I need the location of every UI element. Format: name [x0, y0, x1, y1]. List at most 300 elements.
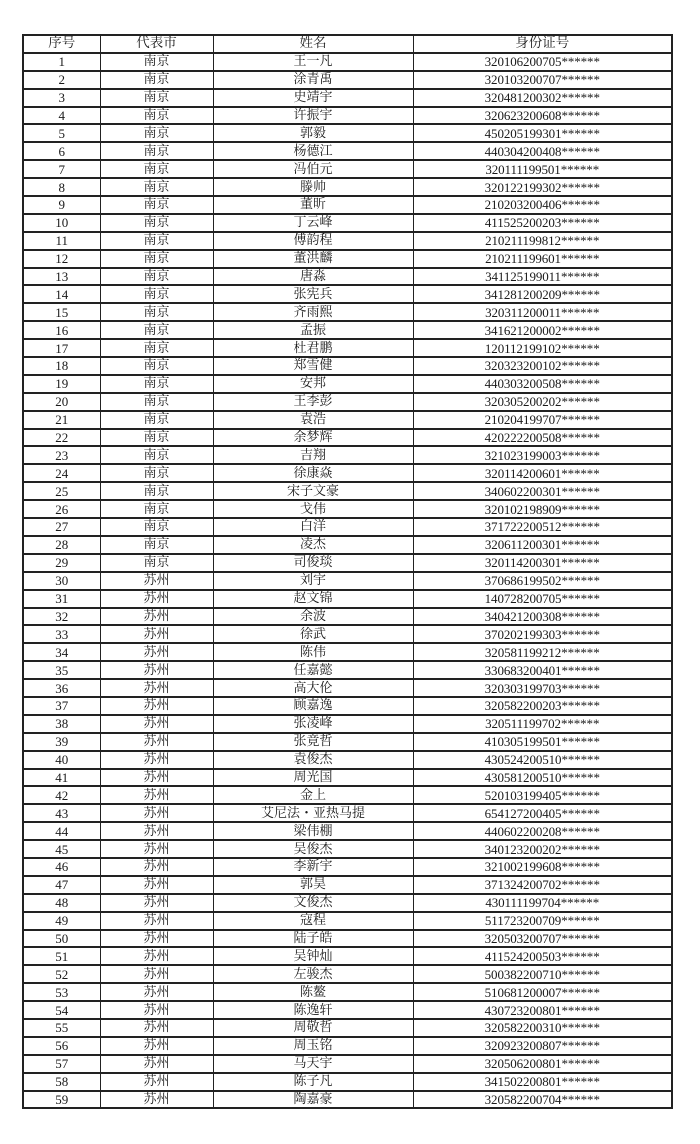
cell-name: 周光国: [213, 769, 413, 787]
cell-id-number: 320481200302******: [413, 89, 672, 107]
cell-city: 南京: [100, 124, 213, 142]
cell-id-number: 440304200408******: [413, 142, 672, 160]
cell-serial-number: 21: [23, 411, 100, 429]
cell-city: 苏州: [100, 697, 213, 715]
table-row: [23, 160, 672, 178]
table-row: [23, 769, 672, 787]
cell-serial-number: 7: [23, 160, 100, 178]
cell-city: 南京: [100, 214, 213, 232]
cell-serial-number: 31: [23, 590, 100, 608]
cell-serial-number: 44: [23, 822, 100, 840]
cell-serial-number: 36: [23, 679, 100, 697]
table-row: [23, 339, 672, 357]
cell-name: 陆子皓: [213, 930, 413, 948]
cell-serial-number: 48: [23, 894, 100, 912]
cell-name: 陈逸轩: [213, 1001, 413, 1019]
cell-city: 苏州: [100, 572, 213, 590]
header-id-number: 身份证号: [413, 35, 672, 53]
cell-id-number: 341281200209******: [413, 285, 672, 303]
cell-serial-number: 54: [23, 1001, 100, 1019]
cell-city: 南京: [100, 446, 213, 464]
table-row: [23, 1037, 672, 1055]
cell-serial-number: 38: [23, 715, 100, 733]
table-row: [23, 429, 672, 447]
cell-city: 南京: [100, 339, 213, 357]
table-row: [23, 268, 672, 286]
cell-name: 寇程: [213, 912, 413, 930]
cell-serial-number: 1: [23, 53, 100, 71]
cell-serial-number: 42: [23, 786, 100, 804]
cell-city: 南京: [100, 536, 213, 554]
cell-id-number: 320582200203******: [413, 697, 672, 715]
cell-serial-number: 58: [23, 1073, 100, 1091]
cell-serial-number: 55: [23, 1019, 100, 1037]
cell-name: 陶嘉豪: [213, 1091, 413, 1109]
table-row: [23, 590, 672, 608]
cell-id-number: 320511199702******: [413, 715, 672, 733]
cell-id-number: 210211199601******: [413, 250, 672, 268]
table-row: [23, 1073, 672, 1091]
cell-serial-number: 53: [23, 983, 100, 1001]
cell-id-number: 320923200807******: [413, 1037, 672, 1055]
cell-name: 吴钟灿: [213, 947, 413, 965]
cell-serial-number: 32: [23, 608, 100, 626]
table-row: [23, 250, 672, 268]
cell-serial-number: 19: [23, 375, 100, 393]
cell-city: 苏州: [100, 930, 213, 948]
cell-city: 南京: [100, 429, 213, 447]
cell-city: 南京: [100, 321, 213, 339]
cell-id-number: 320581199212******: [413, 643, 672, 661]
cell-id-number: 370686199502******: [413, 572, 672, 590]
table-row: [23, 661, 672, 679]
cell-name: 董昕: [213, 196, 413, 214]
cell-name: 文俊杰: [213, 894, 413, 912]
roster-body: [23, 53, 672, 1109]
cell-city: 南京: [100, 53, 213, 71]
cell-id-number: 321023199003******: [413, 446, 672, 464]
cell-name: 徐康焱: [213, 464, 413, 482]
cell-serial-number: 50: [23, 930, 100, 948]
table-row: [23, 178, 672, 196]
cell-serial-number: 26: [23, 500, 100, 518]
cell-serial-number: 34: [23, 643, 100, 661]
cell-serial-number: 3: [23, 89, 100, 107]
cell-id-number: 520103199405******: [413, 786, 672, 804]
table-row: [23, 876, 672, 894]
cell-name: 袁浩: [213, 411, 413, 429]
table-row: [23, 804, 672, 822]
cell-name: 安邦: [213, 375, 413, 393]
cell-id-number: 440303200508******: [413, 375, 672, 393]
cell-id-number: 320311200011******: [413, 303, 672, 321]
table-row: [23, 536, 672, 554]
cell-serial-number: 29: [23, 554, 100, 572]
cell-id-number: 440602200208******: [413, 822, 672, 840]
cell-city: 南京: [100, 268, 213, 286]
cell-city: 苏州: [100, 1037, 213, 1055]
cell-serial-number: 40: [23, 751, 100, 769]
cell-id-number: 320303199703******: [413, 679, 672, 697]
cell-serial-number: 33: [23, 625, 100, 643]
cell-city: 南京: [100, 554, 213, 572]
cell-city: 南京: [100, 196, 213, 214]
table-row: [23, 71, 672, 89]
cell-city: 苏州: [100, 947, 213, 965]
cell-city: 南京: [100, 232, 213, 250]
cell-id-number: 341125199011******: [413, 268, 672, 286]
cell-name: 丁云峰: [213, 214, 413, 232]
cell-id-number: 371722200512******: [413, 518, 672, 536]
cell-id-number: 320102198909******: [413, 500, 672, 518]
cell-serial-number: 16: [23, 321, 100, 339]
cell-id-number: 341502200801******: [413, 1073, 672, 1091]
table-row: [23, 232, 672, 250]
cell-id-number: 210204199707******: [413, 411, 672, 429]
cell-city: 南京: [100, 464, 213, 482]
cell-id-number: 320111199501******: [413, 160, 672, 178]
table-row: [23, 500, 672, 518]
cell-serial-number: 49: [23, 912, 100, 930]
cell-name: 孟振: [213, 321, 413, 339]
table-row: [23, 142, 672, 160]
table-row: [23, 1019, 672, 1037]
table-row: [23, 858, 672, 876]
cell-id-number: 340602200301******: [413, 482, 672, 500]
cell-id-number: 450205199301******: [413, 124, 672, 142]
cell-name: 唐淼: [213, 268, 413, 286]
cell-name: 刘宇: [213, 572, 413, 590]
cell-id-number: 330683200401******: [413, 661, 672, 679]
cell-city: 南京: [100, 500, 213, 518]
cell-id-number: 511723200709******: [413, 912, 672, 930]
table-row: [23, 1001, 672, 1019]
cell-name: 赵文锦: [213, 590, 413, 608]
cell-city: 南京: [100, 178, 213, 196]
cell-id-number: 210211199812******: [413, 232, 672, 250]
cell-name: 王一凡: [213, 53, 413, 71]
cell-serial-number: 8: [23, 178, 100, 196]
table-row: [23, 464, 672, 482]
cell-serial-number: 12: [23, 250, 100, 268]
cell-serial-number: 46: [23, 858, 100, 876]
cell-serial-number: 24: [23, 464, 100, 482]
cell-serial-number: 52: [23, 965, 100, 983]
table-row: [23, 124, 672, 142]
cell-serial-number: 59: [23, 1091, 100, 1109]
table-row: [23, 1091, 672, 1109]
cell-id-number: 371324200702******: [413, 876, 672, 894]
cell-city: 南京: [100, 107, 213, 125]
cell-id-number: 340421200308******: [413, 608, 672, 626]
cell-name: 艾尼法・亚热马提: [213, 804, 413, 822]
cell-id-number: 411524200503******: [413, 947, 672, 965]
cell-name: 李新宇: [213, 858, 413, 876]
cell-name: 王李彭: [213, 393, 413, 411]
table-row: [23, 894, 672, 912]
table-row: [23, 715, 672, 733]
cell-id-number: 654127200405******: [413, 804, 672, 822]
cell-city: 南京: [100, 285, 213, 303]
cell-serial-number: 28: [23, 536, 100, 554]
cell-serial-number: 17: [23, 339, 100, 357]
cell-id-number: 340123200202******: [413, 840, 672, 858]
cell-city: 南京: [100, 142, 213, 160]
cell-city: 苏州: [100, 769, 213, 787]
cell-id-number: 320106200705******: [413, 53, 672, 71]
cell-city: 南京: [100, 71, 213, 89]
cell-name: 顾嘉逸: [213, 697, 413, 715]
cell-city: 南京: [100, 303, 213, 321]
cell-name: 高大伦: [213, 679, 413, 697]
cell-id-number: 320611200301******: [413, 536, 672, 554]
cell-serial-number: 4: [23, 107, 100, 125]
cell-name: 周敬哲: [213, 1019, 413, 1037]
cell-id-number: 320623200608******: [413, 107, 672, 125]
cell-name: 张凌峰: [213, 715, 413, 733]
table-row: [23, 965, 672, 983]
cell-city: 苏州: [100, 590, 213, 608]
cell-name: 宋子文豪: [213, 482, 413, 500]
cell-serial-number: 20: [23, 393, 100, 411]
table-row: [23, 303, 672, 321]
cell-id-number: 320114200301******: [413, 554, 672, 572]
table-row: [23, 786, 672, 804]
header-serial-number: 序号: [23, 35, 100, 53]
table-row: [23, 697, 672, 715]
cell-city: 苏州: [100, 608, 213, 626]
cell-city: 苏州: [100, 1091, 213, 1109]
cell-name: 徐武: [213, 625, 413, 643]
cell-city: 苏州: [100, 912, 213, 930]
cell-name: 许振宇: [213, 107, 413, 125]
cell-name: 马天宇: [213, 1055, 413, 1073]
table-row: [23, 822, 672, 840]
cell-serial-number: 9: [23, 196, 100, 214]
cell-city: 苏州: [100, 733, 213, 751]
cell-city: 苏州: [100, 786, 213, 804]
cell-city: 苏州: [100, 804, 213, 822]
cell-id-number: 210203200406******: [413, 196, 672, 214]
table-row: [23, 625, 672, 643]
cell-serial-number: 47: [23, 876, 100, 894]
cell-id-number: 320114200601******: [413, 464, 672, 482]
table-row: [23, 983, 672, 1001]
cell-id-number: 410305199501******: [413, 733, 672, 751]
table-row: [23, 572, 672, 590]
cell-name: 周玉铭: [213, 1037, 413, 1055]
cell-serial-number: 27: [23, 518, 100, 536]
cell-serial-number: 43: [23, 804, 100, 822]
table-row: [23, 679, 672, 697]
cell-id-number: 500382200710******: [413, 965, 672, 983]
table-row: [23, 375, 672, 393]
cell-serial-number: 11: [23, 232, 100, 250]
cell-city: 苏州: [100, 840, 213, 858]
cell-id-number: 341621200002******: [413, 321, 672, 339]
cell-serial-number: 45: [23, 840, 100, 858]
cell-name: 张竟哲: [213, 733, 413, 751]
cell-name: 陈伟: [213, 643, 413, 661]
cell-name: 金上: [213, 786, 413, 804]
table-row: [23, 89, 672, 107]
table-row: [23, 321, 672, 339]
cell-name: 涂青禹: [213, 71, 413, 89]
cell-id-number: 430524200510******: [413, 751, 672, 769]
roster-sheet: [22, 34, 671, 1109]
table-row: [23, 107, 672, 125]
cell-city: 苏州: [100, 1001, 213, 1019]
cell-name: 董洪麟: [213, 250, 413, 268]
cell-name: 任嘉懿: [213, 661, 413, 679]
table-row: [23, 285, 672, 303]
table-row: [23, 947, 672, 965]
cell-city: 苏州: [100, 751, 213, 769]
cell-name: 傅韵程: [213, 232, 413, 250]
cell-name: 吴俊杰: [213, 840, 413, 858]
cell-name: 齐雨熙: [213, 303, 413, 321]
cell-name: 司俊琰: [213, 554, 413, 572]
table-row: [23, 608, 672, 626]
cell-id-number: 510681200007******: [413, 983, 672, 1001]
cell-city: 苏州: [100, 1019, 213, 1037]
cell-name: 左骏杰: [213, 965, 413, 983]
cell-name: 滕帅: [213, 178, 413, 196]
cell-serial-number: 39: [23, 733, 100, 751]
cell-name: 余波: [213, 608, 413, 626]
cell-name: 冯伯元: [213, 160, 413, 178]
cell-id-number: 430723200801******: [413, 1001, 672, 1019]
cell-id-number: 320506200801******: [413, 1055, 672, 1073]
cell-city: 南京: [100, 375, 213, 393]
cell-name: 张宪兵: [213, 285, 413, 303]
cell-serial-number: 51: [23, 947, 100, 965]
cell-city: 苏州: [100, 625, 213, 643]
cell-city: 苏州: [100, 894, 213, 912]
cell-name: 戈伟: [213, 500, 413, 518]
cell-id-number: 320582200310******: [413, 1019, 672, 1037]
cell-name: 梁伟棚: [213, 822, 413, 840]
cell-serial-number: 10: [23, 214, 100, 232]
cell-city: 南京: [100, 393, 213, 411]
table-row: [23, 393, 672, 411]
cell-id-number: 420222200508******: [413, 429, 672, 447]
cell-id-number: 140728200705******: [413, 590, 672, 608]
table-row: [23, 733, 672, 751]
cell-name: 杨德江: [213, 142, 413, 160]
cell-city: 南京: [100, 89, 213, 107]
cell-id-number: 370202199303******: [413, 625, 672, 643]
cell-name: 吉翔: [213, 446, 413, 464]
cell-city: 南京: [100, 357, 213, 375]
cell-city: 南京: [100, 250, 213, 268]
table-row: [23, 411, 672, 429]
cell-name: 郭毅: [213, 124, 413, 142]
cell-city: 苏州: [100, 679, 213, 697]
cell-name: 凌杰: [213, 536, 413, 554]
table-row: [23, 357, 672, 375]
cell-serial-number: 25: [23, 482, 100, 500]
header-row: [23, 35, 672, 53]
cell-name: 白洋: [213, 518, 413, 536]
cell-id-number: 320305200202******: [413, 393, 672, 411]
cell-id-number: 320323200102******: [413, 357, 672, 375]
table-row: [23, 840, 672, 858]
table-row: [23, 446, 672, 464]
cell-name: 史靖宇: [213, 89, 413, 107]
cell-city: 苏州: [100, 965, 213, 983]
cell-id-number: 430581200510******: [413, 769, 672, 787]
cell-serial-number: 22: [23, 429, 100, 447]
cell-city: 苏州: [100, 858, 213, 876]
cell-city: 苏州: [100, 1055, 213, 1073]
cell-city: 苏州: [100, 1073, 213, 1091]
cell-city: 苏州: [100, 876, 213, 894]
table-row: [23, 643, 672, 661]
cell-serial-number: 35: [23, 661, 100, 679]
table-row: [23, 930, 672, 948]
cell-city: 南京: [100, 411, 213, 429]
table-row: [23, 53, 672, 71]
table-row: [23, 912, 672, 930]
cell-city: 苏州: [100, 643, 213, 661]
cell-serial-number: 5: [23, 124, 100, 142]
table-row: [23, 196, 672, 214]
cell-serial-number: 41: [23, 769, 100, 787]
cell-city: 苏州: [100, 715, 213, 733]
cell-id-number: 321002199608******: [413, 858, 672, 876]
table-row: [23, 518, 672, 536]
cell-serial-number: 18: [23, 357, 100, 375]
cell-serial-number: 37: [23, 697, 100, 715]
cell-serial-number: 30: [23, 572, 100, 590]
cell-id-number: 320103200707******: [413, 71, 672, 89]
cell-name: 郑雪健: [213, 357, 413, 375]
cell-serial-number: 57: [23, 1055, 100, 1073]
cell-serial-number: 23: [23, 446, 100, 464]
cell-id-number: 120112199102******: [413, 339, 672, 357]
cell-city: 南京: [100, 482, 213, 500]
cell-city: 苏州: [100, 661, 213, 679]
cell-serial-number: 56: [23, 1037, 100, 1055]
cell-name: 郭昊: [213, 876, 413, 894]
cell-name: 杜君鹏: [213, 339, 413, 357]
cell-id-number: 320582200704******: [413, 1091, 672, 1109]
cell-id-number: 430111199704******: [413, 894, 672, 912]
cell-serial-number: 6: [23, 142, 100, 160]
cell-city: 南京: [100, 160, 213, 178]
cell-city: 苏州: [100, 983, 213, 1001]
cell-id-number: 411525200203******: [413, 214, 672, 232]
cell-id-number: 320122199302******: [413, 178, 672, 196]
cell-serial-number: 13: [23, 268, 100, 286]
cell-serial-number: 2: [23, 71, 100, 89]
header-name: 姓名: [213, 35, 413, 53]
cell-city: 南京: [100, 518, 213, 536]
table-row: [23, 1055, 672, 1073]
cell-city: 苏州: [100, 822, 213, 840]
cell-name: 陈鳌: [213, 983, 413, 1001]
table-row: [23, 554, 672, 572]
roster-table: [22, 34, 673, 1109]
table-row: [23, 214, 672, 232]
table-row: [23, 482, 672, 500]
header-city: 代表市: [100, 35, 213, 53]
cell-serial-number: 14: [23, 285, 100, 303]
cell-name: 袁俊杰: [213, 751, 413, 769]
cell-name: 陈子凡: [213, 1073, 413, 1091]
table-row: [23, 751, 672, 769]
